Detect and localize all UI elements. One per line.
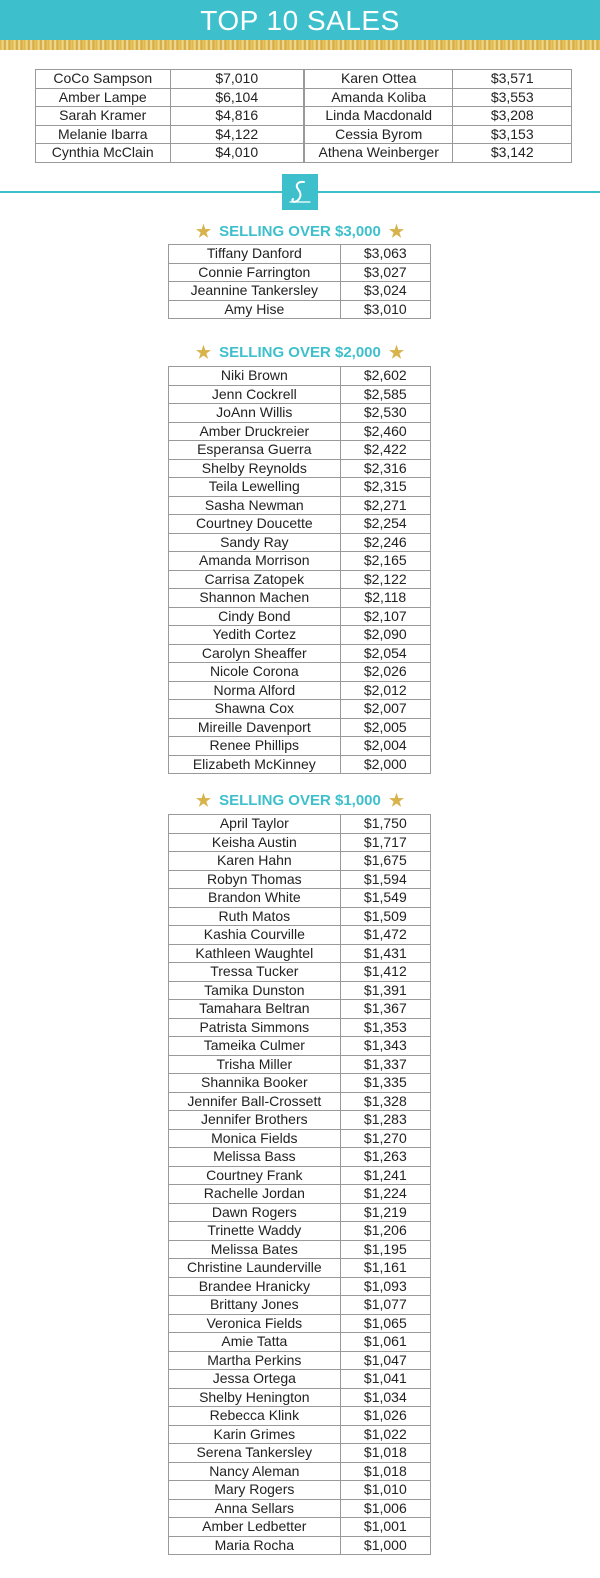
sales-amount: $2,271 <box>340 496 430 515</box>
seller-name: April Taylor <box>169 815 341 834</box>
sales-amount: $2,316 <box>340 459 430 478</box>
sales-amount: $1,022 <box>340 1425 430 1444</box>
sales-amount: $1,010 <box>340 1481 430 1500</box>
sales-amount: $4,816 <box>170 107 304 126</box>
seller-name: JoAnn Willis <box>169 404 341 423</box>
sales-amount: $3,153 <box>453 125 572 144</box>
table-row <box>169 1407 431 1426</box>
table-row <box>169 422 431 441</box>
table-row <box>169 944 431 963</box>
seller-name: Patrista Simmons <box>169 1018 341 1037</box>
seller-name: Tameika Culmer <box>169 1037 341 1056</box>
sales-amount: $1,391 <box>340 981 430 1000</box>
table-row <box>169 1166 431 1185</box>
seller-name: Courtney Frank <box>169 1166 341 1185</box>
sales-amount: $1,675 <box>340 852 430 871</box>
table-row <box>169 1074 431 1093</box>
sales-amount: $1,431 <box>340 944 430 963</box>
star-icon: ★ <box>388 343 405 362</box>
table-row <box>169 870 431 889</box>
divider-line-left <box>0 191 282 193</box>
seller-name: Teila Lewelling <box>169 478 341 497</box>
table-row <box>169 852 431 871</box>
seller-name: Mary Rogers <box>169 1481 341 1500</box>
seller-name: Sandy Ray <box>169 533 341 552</box>
table-row <box>169 552 431 571</box>
tier-1000-title <box>0 792 600 810</box>
table-row <box>36 107 572 126</box>
table-row <box>36 70 572 89</box>
seller-name: Cindy Bond <box>169 607 341 626</box>
table-row <box>169 1111 431 1130</box>
table-row <box>36 88 572 107</box>
sales-amount: $3,571 <box>453 70 572 89</box>
seller-name: Karen Hahn <box>169 852 341 871</box>
sales-amount: $2,004 <box>340 737 430 756</box>
sales-amount: $1,219 <box>340 1203 430 1222</box>
sales-amount: $2,012 <box>340 681 430 700</box>
sales-amount: $3,010 <box>340 300 430 319</box>
sales-amount: $2,026 <box>340 663 430 682</box>
sales-amount: $2,165 <box>340 552 430 571</box>
seller-name: Esperansa Guerra <box>169 441 341 460</box>
sales-amount: $1,195 <box>340 1240 430 1259</box>
table-row <box>169 1055 431 1074</box>
seller-name: Monica Fields <box>169 1129 341 1148</box>
sales-amount: $4,122 <box>170 125 304 144</box>
sales-amount: $1,472 <box>340 926 430 945</box>
sales-amount: $2,460 <box>340 422 430 441</box>
seller-name: Trinette Waddy <box>169 1222 341 1241</box>
seller-name: Karin Grimes <box>169 1425 341 1444</box>
sales-amount: $1,337 <box>340 1055 430 1074</box>
seller-name: Kashia Courville <box>169 926 341 945</box>
seller-name: Shelby Reynolds <box>169 459 341 478</box>
logo-glyph-icon <box>282 174 318 210</box>
table-row <box>169 263 431 282</box>
seller-name: Martha Perkins <box>169 1351 341 1370</box>
seller-name: Jennifer Ball-Crossett <box>169 1092 341 1111</box>
sales-amount: $1,594 <box>340 870 430 889</box>
table-row <box>169 1185 431 1204</box>
seller-name: Nicole Corona <box>169 663 341 682</box>
table-row <box>169 459 431 478</box>
seller-name: Melissa Bass <box>169 1148 341 1167</box>
sales-amount: $1,328 <box>340 1092 430 1111</box>
seller-name: Sasha Newman <box>169 496 341 515</box>
tier-title-text: SELLING OVER $2,000 <box>219 344 381 361</box>
sales-amount: $1,335 <box>340 1074 430 1093</box>
table-row <box>169 1462 431 1481</box>
sales-amount: $2,585 <box>340 385 430 404</box>
seller-name: Carolyn Sheaffer <box>169 644 341 663</box>
table-row <box>169 1444 431 1463</box>
sales-amount: $2,602 <box>340 367 430 386</box>
table-row <box>169 700 431 719</box>
tier-2000-title <box>0 344 600 362</box>
table-row <box>169 926 431 945</box>
table-row <box>169 478 431 497</box>
sales-amount: $1,717 <box>340 833 430 852</box>
tier-title-text: SELLING OVER $3,000 <box>219 223 381 240</box>
star-icon: ★ <box>195 222 212 241</box>
seller-name: Sarah Kramer <box>36 107 171 126</box>
seller-name: Amber Ledbetter <box>169 1518 341 1537</box>
sales-amount: $1,241 <box>340 1166 430 1185</box>
table-row <box>169 441 431 460</box>
seller-name: Brandee Hranicky <box>169 1277 341 1296</box>
sales-amount: $2,254 <box>340 515 430 534</box>
sales-amount: $2,090 <box>340 626 430 645</box>
seller-name: Christine Launderville <box>169 1259 341 1278</box>
seller-name: Shannika Booker <box>169 1074 341 1093</box>
seller-name: Maria Rocha <box>169 1536 341 1555</box>
sales-amount: $1,026 <box>340 1407 430 1426</box>
table-row <box>169 533 431 552</box>
sales-amount: $1,018 <box>340 1444 430 1463</box>
table-row <box>169 385 431 404</box>
table-row <box>169 963 431 982</box>
seller-name: Amy Hise <box>169 300 341 319</box>
seller-name: Robyn Thomas <box>169 870 341 889</box>
seller-name: Keisha Austin <box>169 833 341 852</box>
seller-name: Renee Phillips <box>169 737 341 756</box>
star-icon: ★ <box>195 343 212 362</box>
gold-glitter-strip <box>0 40 600 50</box>
table-row <box>169 981 431 1000</box>
table-row <box>169 626 431 645</box>
seller-name: Rachelle Jordan <box>169 1185 341 1204</box>
sales-amount: $3,142 <box>453 144 572 163</box>
seller-name: Cynthia McClain <box>36 144 171 163</box>
sales-amount: $1,018 <box>340 1462 430 1481</box>
tier-3000-table <box>168 244 431 319</box>
sales-amount: $1,353 <box>340 1018 430 1037</box>
seller-name: Kathleen Waughtel <box>169 944 341 963</box>
seller-name: Tiffany Danford <box>169 245 341 264</box>
table-row <box>169 1518 431 1537</box>
seller-name: Yedith Cortez <box>169 626 341 645</box>
seller-name: Brittany Jones <box>169 1296 341 1315</box>
table-row <box>169 282 431 301</box>
seller-name: Amber Druckreier <box>169 422 341 441</box>
sales-amount: $2,246 <box>340 533 430 552</box>
sales-amount: $1,047 <box>340 1351 430 1370</box>
seller-name: Nancy Aleman <box>169 1462 341 1481</box>
table-row <box>169 1222 431 1241</box>
table-row <box>169 718 431 737</box>
sales-amount: $1,412 <box>340 963 430 982</box>
sales-amount: $3,027 <box>340 263 430 282</box>
seller-name: Athena Weinberger <box>304 144 453 163</box>
seller-name: Rebecca Klink <box>169 1407 341 1426</box>
seller-name: Anna Sellars <box>169 1499 341 1518</box>
sales-amount: $1,041 <box>340 1370 430 1389</box>
seller-name: Amanda Koliba <box>304 88 453 107</box>
sales-amount: $1,206 <box>340 1222 430 1241</box>
seller-name: Carrisa Zatopek <box>169 570 341 589</box>
table-row <box>169 589 431 608</box>
table-row <box>169 1351 431 1370</box>
sales-amount: $1,549 <box>340 889 430 908</box>
sales-amount: $2,315 <box>340 478 430 497</box>
seller-name: Jennifer Brothers <box>169 1111 341 1130</box>
sales-amount: $1,509 <box>340 907 430 926</box>
table-row <box>169 1499 431 1518</box>
star-icon: ★ <box>388 791 405 810</box>
table-row <box>169 1388 431 1407</box>
seller-name: Serena Tankersley <box>169 1444 341 1463</box>
sales-amount: $1,000 <box>340 1536 430 1555</box>
table-row <box>169 1425 431 1444</box>
sales-amount: $1,161 <box>340 1259 430 1278</box>
seller-name: CoCo Sampson <box>36 70 171 89</box>
table-row <box>169 737 431 756</box>
sales-amount: $2,054 <box>340 644 430 663</box>
seller-name: Tressa Tucker <box>169 963 341 982</box>
table-row <box>169 367 431 386</box>
seller-name: Melissa Bates <box>169 1240 341 1259</box>
seller-name: Jessa Ortega <box>169 1370 341 1389</box>
table-row <box>169 1314 431 1333</box>
sales-amount: $1,061 <box>340 1333 430 1352</box>
sales-amount: $3,553 <box>453 88 572 107</box>
table-row <box>169 1333 431 1352</box>
table-row <box>169 607 431 626</box>
sales-amount: $2,007 <box>340 700 430 719</box>
seller-name: Ruth Matos <box>169 907 341 926</box>
table-row <box>169 496 431 515</box>
table-row <box>169 1481 431 1500</box>
seller-name: Mireille Davenport <box>169 718 341 737</box>
seller-name: Amber Lampe <box>36 88 171 107</box>
sales-amount: $2,118 <box>340 589 430 608</box>
sales-amount: $1,006 <box>340 1499 430 1518</box>
table-row <box>169 515 431 534</box>
sales-amount: $3,063 <box>340 245 430 264</box>
sales-amount: $1,065 <box>340 1314 430 1333</box>
sales-amount: $2,530 <box>340 404 430 423</box>
sales-amount: $2,005 <box>340 718 430 737</box>
seller-name: Shelby Henington <box>169 1388 341 1407</box>
table-row <box>169 1277 431 1296</box>
page-title: TOP 10 SALES <box>200 5 400 36</box>
seller-name: Dawn Rogers <box>169 1203 341 1222</box>
sales-amount: $1,263 <box>340 1148 430 1167</box>
seller-name: Shawna Cox <box>169 700 341 719</box>
sales-amount: $4,010 <box>170 144 304 163</box>
star-icon: ★ <box>195 791 212 810</box>
table-row <box>169 1092 431 1111</box>
table-row <box>36 125 572 144</box>
table-row <box>169 1037 431 1056</box>
seller-name: Shannon Machen <box>169 589 341 608</box>
sales-amount: $3,024 <box>340 282 430 301</box>
seller-name: Amie Tatta <box>169 1333 341 1352</box>
seller-name: Amanda Morrison <box>169 552 341 571</box>
table-row <box>169 663 431 682</box>
table-row <box>169 755 431 774</box>
table-row <box>169 404 431 423</box>
table-row <box>169 1296 431 1315</box>
sales-amount: $1,750 <box>340 815 430 834</box>
table-row <box>169 889 431 908</box>
sales-amount: $3,208 <box>453 107 572 126</box>
table-row <box>169 245 431 264</box>
sales-amount: $2,000 <box>340 755 430 774</box>
table-row <box>169 1000 431 1019</box>
seller-name: Melanie Ibarra <box>36 125 171 144</box>
table-row <box>169 644 431 663</box>
seller-name: Jeannine Tankersley <box>169 282 341 301</box>
sales-amount: $2,122 <box>340 570 430 589</box>
seller-name: Tamahara Beltran <box>169 1000 341 1019</box>
tier-2000-table <box>168 366 431 774</box>
seller-name: Brandon White <box>169 889 341 908</box>
table-row <box>169 300 431 319</box>
sales-amount: $2,422 <box>340 441 430 460</box>
table-row <box>169 1203 431 1222</box>
table-row <box>169 1259 431 1278</box>
table-row <box>169 1536 431 1555</box>
seller-name: Norma Alford <box>169 681 341 700</box>
table-row <box>169 833 431 852</box>
tier-3000-title <box>0 223 600 241</box>
script-s-logo-icon <box>282 174 318 210</box>
sales-amount: $1,093 <box>340 1277 430 1296</box>
seller-name: Jenn Cockrell <box>169 385 341 404</box>
sales-amount: $1,077 <box>340 1296 430 1315</box>
sales-amount: $1,001 <box>340 1518 430 1537</box>
sales-amount: $6,104 <box>170 88 304 107</box>
tier-1000-table <box>168 814 431 1555</box>
sales-amount: $7,010 <box>170 70 304 89</box>
seller-name: Karen Ottea <box>304 70 453 89</box>
sales-amount: $1,343 <box>340 1037 430 1056</box>
divider-line-right <box>318 191 600 193</box>
seller-name: Veronica Fields <box>169 1314 341 1333</box>
seller-name: Linda Macdonald <box>304 107 453 126</box>
table-row <box>169 681 431 700</box>
table-row <box>169 570 431 589</box>
sales-amount: $2,107 <box>340 607 430 626</box>
seller-name: Cessia Byrom <box>304 125 453 144</box>
sales-amount: $1,270 <box>340 1129 430 1148</box>
sales-amount: $1,224 <box>340 1185 430 1204</box>
sales-amount: $1,034 <box>340 1388 430 1407</box>
top10-table <box>35 69 572 163</box>
seller-name: Tamika Dunston <box>169 981 341 1000</box>
seller-name: Trisha Miller <box>169 1055 341 1074</box>
table-row <box>169 1129 431 1148</box>
table-row <box>169 1018 431 1037</box>
seller-name: Connie Farrington <box>169 263 341 282</box>
sales-amount: $1,283 <box>340 1111 430 1130</box>
star-icon: ★ <box>388 222 405 241</box>
seller-name: Courtney Doucette <box>169 515 341 534</box>
table-row <box>169 1148 431 1167</box>
table-row <box>169 1240 431 1259</box>
table-row <box>169 1370 431 1389</box>
seller-name: Niki Brown <box>169 367 341 386</box>
table-row <box>36 144 572 163</box>
table-row <box>169 815 431 834</box>
tier-title-text: SELLING OVER $1,000 <box>219 792 381 809</box>
header-banner <box>0 0 600 40</box>
seller-name: Elizabeth McKinney <box>169 755 341 774</box>
sales-amount: $1,367 <box>340 1000 430 1019</box>
table-row <box>169 907 431 926</box>
